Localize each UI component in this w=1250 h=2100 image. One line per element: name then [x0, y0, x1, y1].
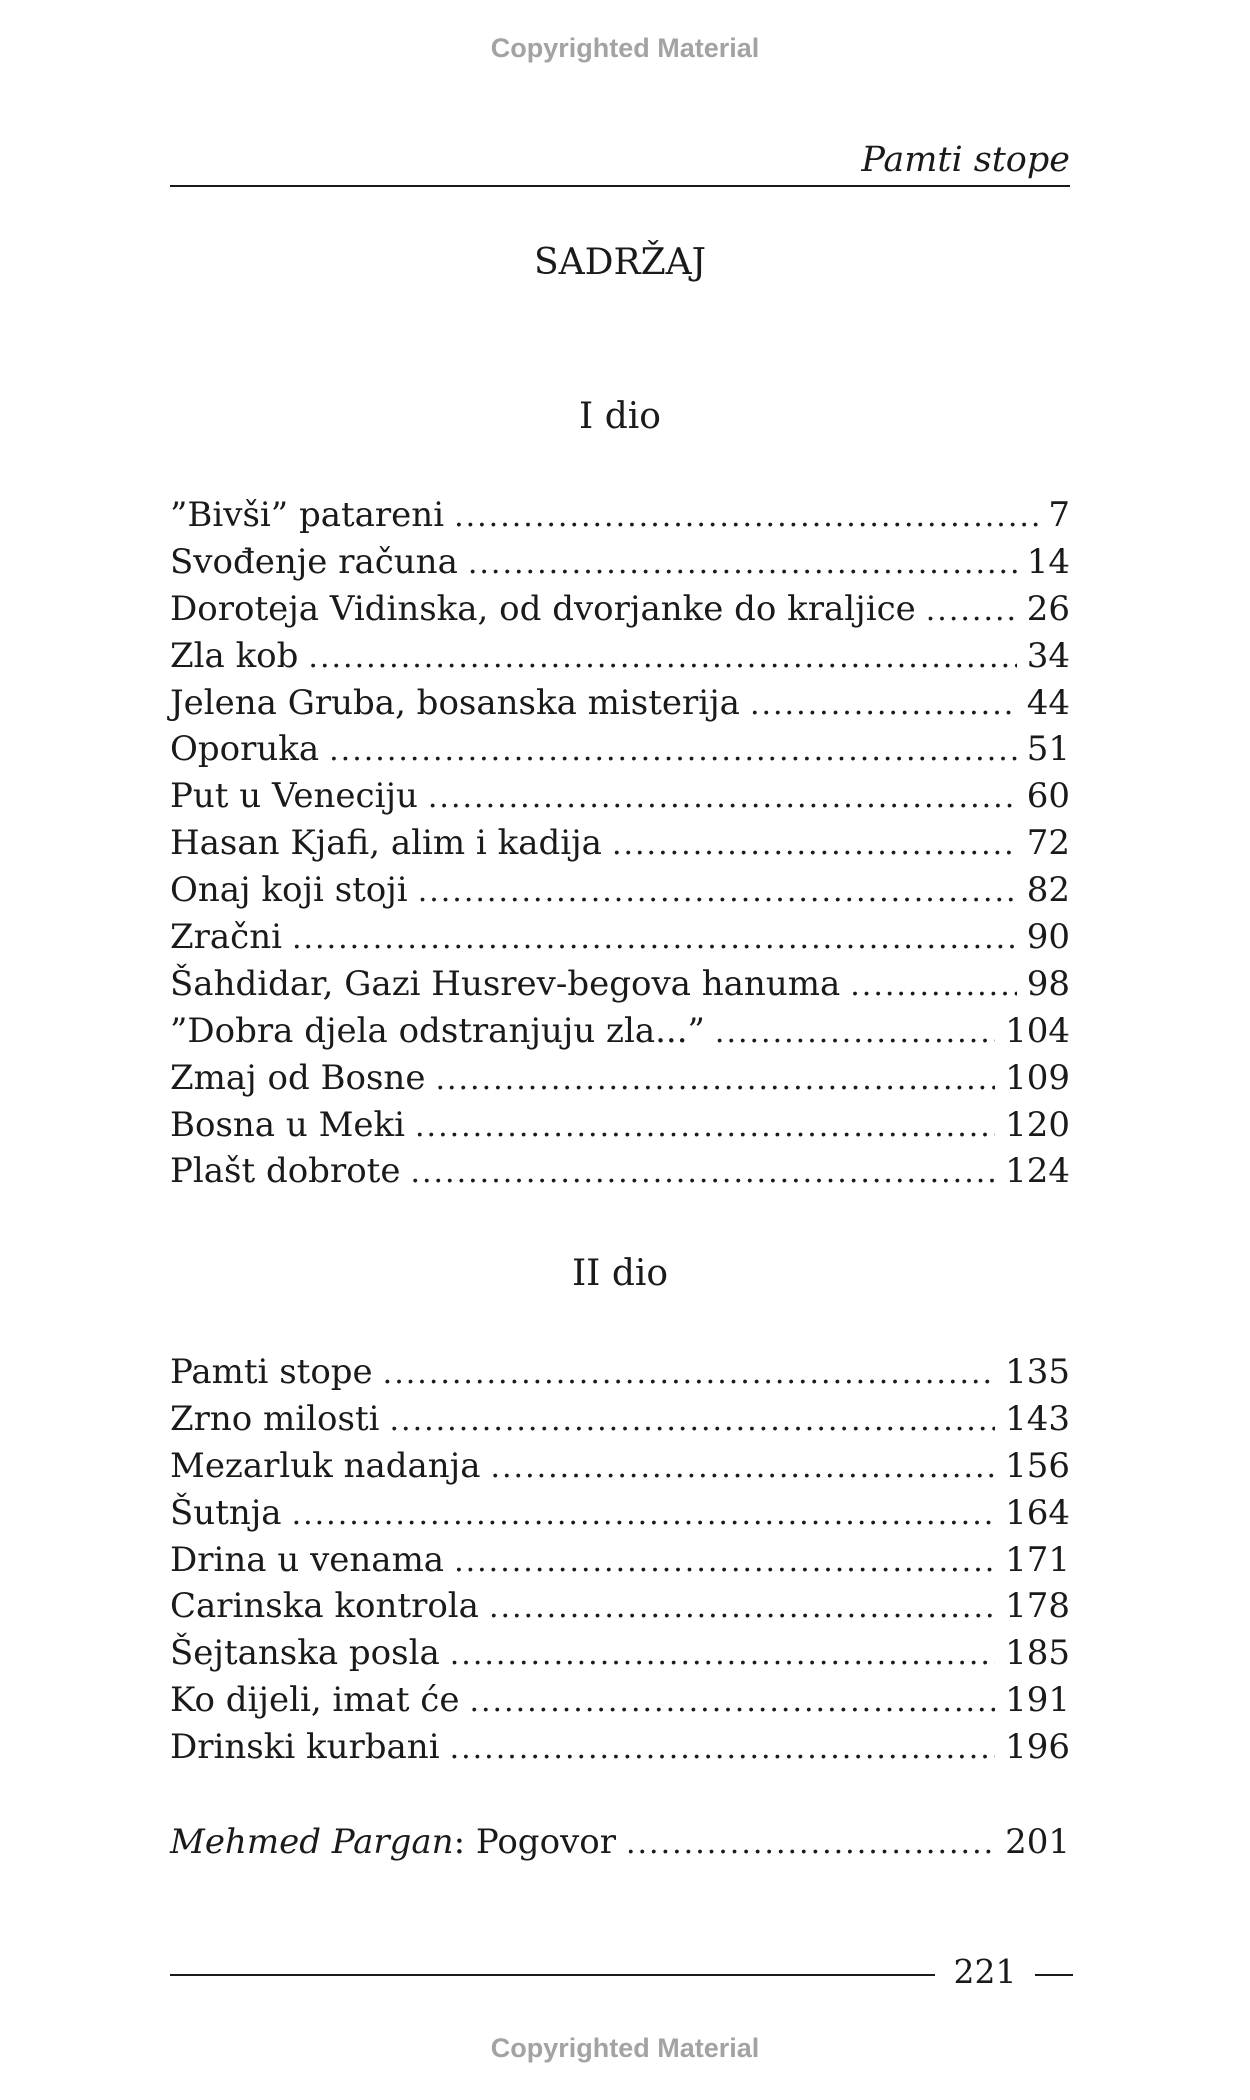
toc-entry-title: Zla kob	[170, 635, 299, 676]
toc-entry-title: Bosna u Meki	[170, 1104, 405, 1145]
toc-dot-leader	[468, 546, 1017, 581]
page-title: SADRŽAJ	[533, 242, 707, 283]
watermark-bottom: Copyrighted Material	[490, 2033, 760, 2063]
toc-entry-title: Carinska kontrola	[170, 1586, 479, 1627]
toc-entry-title: Zmaj od Bosne	[170, 1057, 426, 1098]
toc-entry-page: 156	[1005, 1445, 1070, 1486]
toc-entry[interactable]	[170, 1633, 1070, 1680]
toc-entry-title: Jelena Gruba, bosanska misterija	[170, 682, 740, 723]
afterword-title: : Pogovor	[453, 1822, 616, 1862]
watermark-top: Copyrighted Material	[490, 33, 760, 63]
toc-entry[interactable]	[170, 1352, 1070, 1399]
toc-dot-leader	[308, 640, 1016, 675]
toc-entry-page: 90	[1026, 917, 1070, 958]
toc-entry-title: Ko dijeli, imat će	[170, 1680, 460, 1721]
toc-entry-page: 120	[1005, 1104, 1070, 1145]
toc-entry-page: 26	[1026, 588, 1070, 629]
toc-entry-title: Zrno milosti	[170, 1398, 380, 1439]
toc-entry[interactable]	[170, 636, 1070, 683]
toc-entry-page: 44	[1026, 682, 1070, 723]
toc-entry-afterword[interactable]	[170, 1822, 1070, 1869]
toc-dot-leader	[490, 1450, 995, 1485]
toc-entry[interactable]	[170, 1058, 1070, 1105]
toc-dot-leader	[926, 593, 1017, 628]
footer-rule	[170, 1974, 935, 1976]
toc-entry-page: 72	[1026, 823, 1070, 864]
toc-entry[interactable]	[170, 1586, 1070, 1633]
toc-dot-leader	[469, 1684, 995, 1719]
part2-heading: II dio	[571, 1253, 669, 1294]
toc-dot-leader	[612, 827, 1017, 862]
toc-entry-title: Drina u venama	[170, 1539, 445, 1580]
toc-entry[interactable]	[170, 823, 1070, 870]
toc-entry-title: Onaj koji stoji	[170, 870, 408, 911]
toc-entry-title: Pamti stope	[170, 1352, 373, 1392]
toc-dot-leader	[750, 687, 1017, 722]
toc-entry-title	[170, 1822, 616, 1862]
toc-entry-page: 164	[1005, 1492, 1070, 1533]
toc-dot-leader	[850, 968, 1016, 1003]
toc-entry[interactable]	[170, 1540, 1070, 1587]
toc-entry-page: 201	[1005, 1822, 1070, 1862]
toc-entry[interactable]	[170, 1727, 1070, 1774]
toc-entry-page: 14	[1026, 541, 1070, 582]
toc-entry[interactable]	[170, 1105, 1070, 1152]
toc-entry[interactable]	[170, 683, 1070, 730]
toc-entry-page: 98	[1026, 963, 1070, 1004]
toc-entry-page: 135	[1005, 1352, 1070, 1392]
toc-entry[interactable]	[170, 589, 1070, 636]
part1-heading: I dio	[579, 396, 661, 437]
toc-entry-title: ”Dobra djela odstranjuju zla...”	[170, 1010, 705, 1051]
toc-entry-page: 51	[1026, 729, 1070, 770]
toc-entry[interactable]	[170, 917, 1070, 964]
toc-entry-page: 7	[1048, 495, 1070, 535]
toc-dot-leader	[454, 499, 1038, 534]
toc-entry-title: ”Bivši” patareni	[170, 495, 445, 535]
toc-dot-leader	[383, 1356, 995, 1391]
toc-entry-title: Drinski kurbani	[170, 1727, 440, 1768]
toc-entry-page: 124	[1005, 1151, 1070, 1192]
toc-entry-page: 34	[1026, 635, 1070, 676]
toc-entry-title: Oporuka	[170, 729, 320, 770]
toc-dot-leader	[292, 921, 1017, 956]
toc-entry[interactable]	[170, 729, 1070, 776]
toc-entry[interactable]	[170, 1493, 1070, 1540]
header-rule	[170, 185, 1070, 187]
toc-entry-page: 191	[1005, 1680, 1070, 1721]
toc-dot-leader	[410, 1155, 995, 1190]
toc-entry-page: 178	[1005, 1586, 1070, 1627]
toc-dot-leader	[715, 1015, 995, 1050]
toc-entry-title: Svođenje računa	[170, 541, 458, 582]
toc-dot-leader	[418, 874, 1017, 909]
footer-dash	[1035, 1974, 1073, 1976]
afterword-toc-list	[170, 1822, 1070, 1869]
toc-dot-leader	[415, 1109, 995, 1144]
toc-dot-leader	[390, 1403, 996, 1438]
toc-entry-title: Šejtanska posla	[170, 1633, 440, 1674]
toc-entry-title: Hasan Kjafi, alim i kadija	[170, 823, 602, 864]
page-number: 221	[953, 1952, 1017, 1991]
toc-dot-leader	[489, 1590, 995, 1625]
toc-dot-leader	[428, 780, 1017, 815]
toc-dot-leader	[454, 1544, 995, 1579]
toc-entry[interactable]	[170, 1399, 1070, 1446]
toc-entry-title: Mezarluk nadanja	[170, 1445, 481, 1486]
toc-entry[interactable]	[170, 1151, 1070, 1198]
toc-entry[interactable]	[170, 964, 1070, 1011]
toc-entry-page: 171	[1005, 1539, 1070, 1580]
toc-dot-leader	[450, 1637, 995, 1672]
toc-entry-title: Plašt dobrote	[170, 1151, 401, 1192]
toc-entry-title: Doroteja Vidinska, od dvorjanke do kraljice	[170, 588, 916, 629]
toc-entry-title: Zračni	[170, 917, 282, 958]
part2-toc-list	[170, 1352, 1070, 1774]
running-head: Pamti stope	[861, 140, 1070, 180]
toc-dot-leader	[435, 1062, 995, 1097]
toc-entry[interactable]	[170, 495, 1070, 542]
toc-dot-leader	[292, 1497, 996, 1532]
toc-entry-title: Put u Veneciju	[170, 776, 418, 817]
toc-dot-leader	[626, 1826, 995, 1861]
part1-toc-list	[170, 495, 1070, 1198]
toc-entry[interactable]	[170, 1680, 1070, 1727]
toc-entry[interactable]	[170, 870, 1070, 917]
toc-entry[interactable]	[170, 542, 1070, 589]
toc-entry-page: 109	[1005, 1057, 1070, 1098]
toc-entry[interactable]	[170, 1011, 1070, 1058]
toc-entry-page: 82	[1026, 870, 1070, 911]
toc-dot-leader	[329, 733, 1017, 768]
toc-dot-leader	[450, 1731, 996, 1766]
toc-entry-page: 185	[1005, 1633, 1070, 1674]
toc-entry-page: 60	[1026, 776, 1070, 817]
toc-entry-title: Šahdidar, Gazi Husrev-begova hanuma	[170, 963, 841, 1004]
toc-entry-title: Šutnja	[170, 1492, 282, 1533]
toc-entry[interactable]	[170, 776, 1070, 823]
toc-entry-page: 104	[1005, 1010, 1070, 1051]
toc-entry[interactable]	[170, 1446, 1070, 1493]
toc-entry-page: 196	[1005, 1727, 1070, 1768]
toc-entry-page: 143	[1005, 1398, 1070, 1439]
afterword-author: Mehmed Pargan	[170, 1822, 454, 1862]
